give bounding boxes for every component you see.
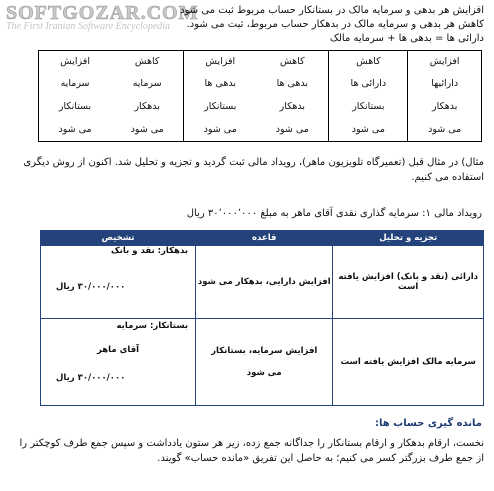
eq-side: بدهکار [111,95,184,118]
row1-diagnosis [41,246,196,319]
example-paragraph: مثال) در مثال قبل (تعمیرگاه تلویزیون ماهر)، رویداد مالی ثبت گردید و تجزیه و تحلیل شد. اکنون از روش دیگری استفاده می کنیم. [23,157,484,183]
eq-subject: بدهی ها [184,72,257,95]
header-diagnosis: تشخیص [41,231,196,246]
header-rule: قاعده [196,231,333,246]
intro-line-3: دارائی ها = بدهی ها + سرمایه مالک [329,33,484,44]
eq-side: بدهکار [408,95,482,118]
eq-subject: بدهی ها [256,72,329,95]
eq-header: افزایش [408,51,482,73]
eq-verb: می شود [111,118,184,142]
eq-verb: می شود [329,118,408,142]
eq-subject: سرمایه [111,72,184,95]
row2-amount: ۳۰/۰۰۰/۰۰۰ ریال [56,373,126,383]
accounting-rules-table [38,50,482,142]
eq-verb: می شود [408,118,482,142]
row2-label-2: آقای ماهر [97,345,140,355]
eq-header: کاهش [256,51,329,73]
intro-line-1: افزایش هر بدهی و سرمایه مالک در بستانکار حساب مربوط ثبت می شود [180,5,484,16]
row2-rule: افزایش سرمایه، بستانکار می شود [196,319,333,406]
intro-line-2: کاهش هر بدهی و سرمایه مالک در بدهکار حساب مربوط، ثبت می شود. [186,19,484,30]
eq-header: کاهش [111,51,184,73]
eq-side: بستانکار [184,95,257,118]
eq-verb: می شود [256,118,329,142]
eq-subject: دارائی ها [350,78,387,89]
eq-header: افزایش [184,51,257,73]
eq-subject: دارائیها [408,72,482,95]
transaction-title: رویداد مالی ۱: سرمایه گذاری نقدی آقای ماهر به مبلغ ۳۰٬۰۰۰٬۰۰۰ ریال [186,208,482,219]
intro-text [44,4,484,46]
table-row [41,246,484,319]
eq-subject: سرمایه [39,72,112,95]
row1-analysis: دارائی (نقد و بانک) افزایش یافته است [333,246,484,319]
row2-label-1: بستانکار: سرمایه [116,321,189,331]
transaction-table [40,230,484,406]
section-title: مانده گیری حساب ها: [375,418,482,429]
eq-verb: می شود [184,118,257,142]
eq-header: کاهش [329,51,408,73]
row2-analysis: سرمایه مالک افزایش یافته است [333,319,484,406]
eq-verb: می شود [39,118,112,142]
row2-diagnosis [41,319,196,406]
eq-side: بستانکار [39,95,112,118]
watermark-subtitle: The First Iranian Software Encyclopedia [6,21,171,32]
eq-header: افزایش [39,51,112,73]
row1-amount: ۳۰/۰۰۰/۰۰۰ ریال [56,282,126,292]
watermark-title: SOFTGOZAR.COM [6,2,199,24]
final-paragraph: نخست، ارقام بدهکار و ارقام بستانکار را جداگانه جمع زده، زیر هر ستون یادداشت و سپس جمع طرف کوچکتر را از جمع طرف بزرگتر کسر می کنیم؛ به حاصل این تفریق «مانده حساب» گویند. [19,438,484,464]
row1-rule: افزایش دارایی، بدهکار می شود [196,246,333,319]
row1-label: بدهکار: نقد و بانک [110,246,189,256]
header-analysis: تجزیه و تحلیل [333,231,484,246]
eq-side: بستانکار [352,101,385,112]
eq-side: بدهکار [256,95,329,118]
table-row [41,319,484,406]
